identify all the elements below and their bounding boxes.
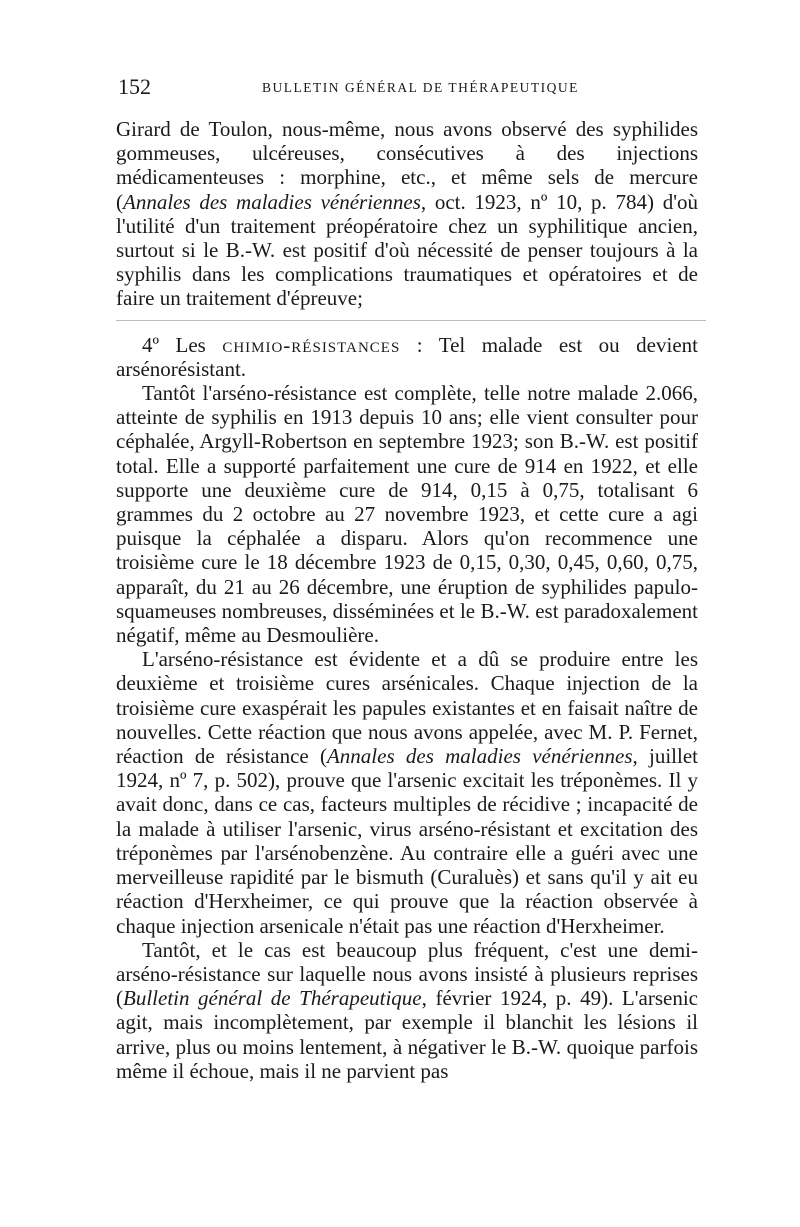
paragraph-5 <box>116 938 698 1083</box>
paragraph-4 <box>116 647 698 937</box>
paragraph-4-text-c: , juillet 1924, nº 7, p. 502), prouve que l'arsenic excitait les tréponèmes. Il y avait donc, dans ce cas, facteurs multiples de récidive ; incapacité de la malade à utiliser l'arsenic, virus arséno-résistant et excitation des tréponèmes par l'arsénobenzène. Au contraire elle a guéri avec une merveilleuse rapidité par le bismuth (Curaluès) et sans qu'il y ait eu réaction d'Herxheimer, ce qui prouve que la réaction observée à chaque injection arsenicale n'était pas une réaction d'Herxheimer. <box>116 744 698 938</box>
paragraph-5-text-c: , février 1924, p. 49). L'arsenic agit, mais incomplètement, par exemple il blanchit les lésions il arrive, plus ou moins lentement, à négativer le B.-W. quoique parfois même il échoue, mais il ne parvient pas <box>116 986 698 1083</box>
paragraph-1 <box>116 117 698 311</box>
paragraph-1-text-a: Girard de Toulon, nous-même, nous avons observé des syphilides gommeuses, ulcéreuses, consécutives à des injections médicamenteuses : morphine, etc., et même sels de mercure ( <box>116 117 698 214</box>
paragraph-4-text-a: L'arséno-résistance est évidente et a dû se produire entre les deuxième et troisième cures arsénicales. Chaque injection de la troisième cure exaspérait les papules existantes et en faisait naître de nouvelles. Cette réaction que nous avons appelée, avec M. P. Fernet, réaction de résistance ( <box>116 647 698 769</box>
section-heading-chimio-resistances: chimio-résistances <box>222 332 401 357</box>
body-text <box>116 117 698 1083</box>
paragraph-1-text-c: , oct. 1923, nº 10, p. 784) d'où l'utilité d'un traitement préopératoire chez un syphilitique ancien, surtout si le B.-W. est positif d'où nécessité de penser toujours à la syphilis dans les complications traumatiques et opératoires et de faire un traitement d'épreuve; <box>116 189 698 311</box>
paragraph-5-journal-title: Bulletin général de Thérapeutique <box>123 986 422 1011</box>
paragraph-2-text-c: : Tel malade est ou devient arsénorésistant. <box>116 332 698 381</box>
running-head: BULLETIN GÉNÉRAL DE THÉRAPEUTIQUE <box>262 80 579 95</box>
paragraph-3: Tantôt l'arséno-résistance est complète, telle notre malade 2.066, atteinte de syphilis en 1913 depuis 10 ans; elle vient consulter pour céphalée, Argyll-Robertson en septembre 1923; son B.-W. est positif total. Elle a supporté parfaitement une cure de 914 en 1922, et elle supporte une deuxième cure de 914, 0,15 à 0,75, totalisant 6 grammes du 2 octobre au 27 novembre 1923, et cette cure a agi puisque la céphalée a disparu. Alors qu'on recommence une troisième cure le 18 décembre 1923 de 0,15, 0,30, 0,45, 0,60, 0,75, apparaît, du 21 au 26 décembre, une éruption de syphilides papulo-squameuses nombreuses, disséminées et le B.-W. est paradoxalement négatif, même au Desmoulière. <box>116 381 698 648</box>
paragraph-4-journal-title: Annales des maladies vénériennes <box>326 744 633 769</box>
paragraph-2-text-a: 4º Les <box>142 332 223 357</box>
paragraph-2 <box>116 333 698 381</box>
paragraph-5-text-a: Tantôt, et le cas est beaucoup plus fréquent, c'est une demi-arséno-résistance sur laquelle nous avons insisté à plusieurs reprises ( <box>116 937 698 1011</box>
page-number: 152 <box>118 74 151 99</box>
divider-rule <box>116 320 706 321</box>
paragraph-1-journal-title: Annales des maladies vénériennes <box>123 189 421 214</box>
